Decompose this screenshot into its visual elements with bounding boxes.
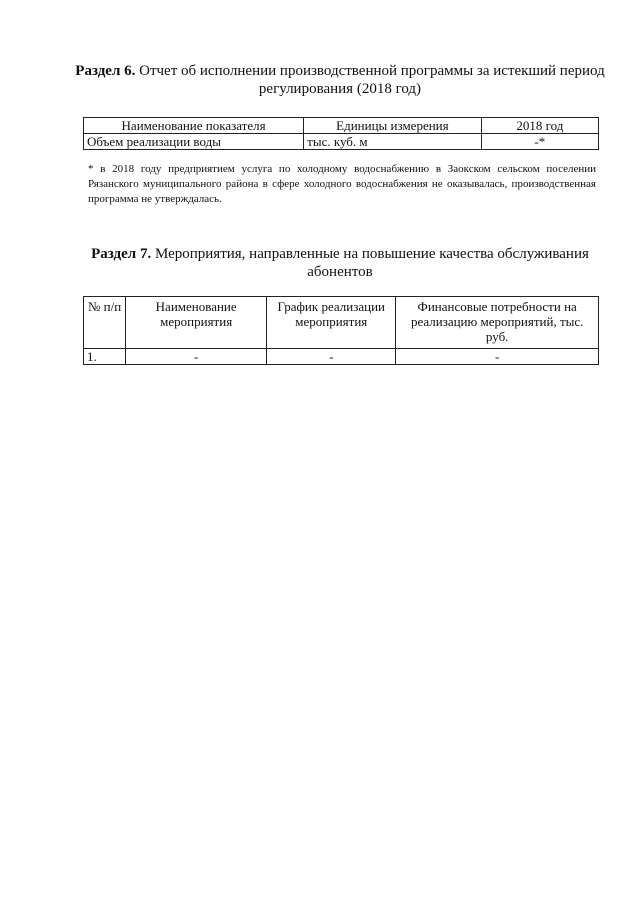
section-6-label: Раздел 6. bbox=[75, 63, 136, 79]
header-year: 2018 год bbox=[481, 118, 598, 134]
table-row bbox=[84, 349, 599, 365]
cell-measure-name: - bbox=[126, 349, 267, 365]
cell-schedule: - bbox=[267, 349, 396, 365]
header-number: № п/п bbox=[84, 297, 126, 349]
cell-value: -* bbox=[481, 134, 598, 150]
table-header-row bbox=[84, 118, 599, 134]
header-indicator-name: Наименование показателя bbox=[84, 118, 304, 134]
header-financial-needs: Финансовые потребности на реализацию мероприятий, тыс. руб. bbox=[396, 297, 599, 349]
header-units: Единицы измерения bbox=[304, 118, 481, 134]
cell-financial-needs: - bbox=[396, 349, 599, 365]
production-program-report-table bbox=[83, 117, 599, 150]
cell-indicator: Объем реализации воды bbox=[84, 134, 304, 150]
section-6-heading: Отчет об исполнении производственной программы за истекший период регулирования (2018 год) bbox=[135, 63, 605, 97]
header-measure-name: Наименование мероприятия bbox=[126, 297, 267, 349]
footnote: * в 2018 году предприятием услуга по холодному водоснабжению в Заокском сельском поселении Рязанского муниципального района в сфере холодного водоснабжения не оказывалась, производственная программа не утверждалась. bbox=[88, 163, 596, 205]
section-6-title bbox=[70, 62, 610, 98]
cell-units: тыс. куб. м bbox=[304, 134, 481, 150]
cell-number: 1. bbox=[84, 349, 126, 365]
section-7-heading: Мероприятия, направленные на повышение качества обслуживания абонентов bbox=[151, 246, 589, 280]
section-7-label: Раздел 7. bbox=[91, 246, 152, 262]
table-header-row bbox=[84, 297, 599, 349]
table-row bbox=[84, 134, 599, 150]
section-7-title bbox=[70, 245, 610, 281]
service-quality-measures-table bbox=[83, 296, 599, 365]
header-schedule: График реализации мероприятия bbox=[267, 297, 396, 349]
